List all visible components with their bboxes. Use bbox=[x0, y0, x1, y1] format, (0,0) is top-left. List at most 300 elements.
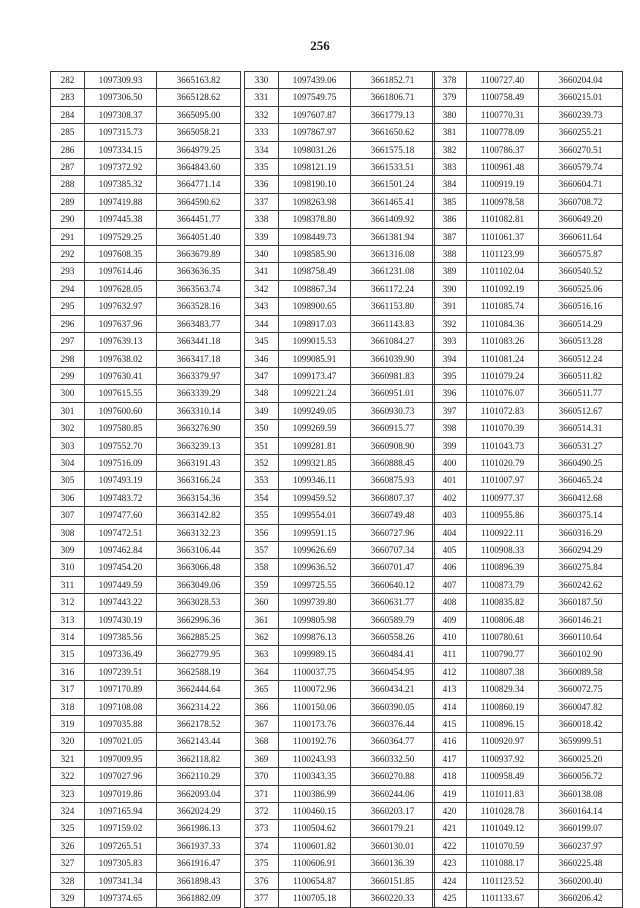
x-coordinate-cell: 1100770.31 bbox=[467, 106, 539, 123]
point-number-cell: 283 bbox=[51, 89, 85, 106]
point-number-cell: 284 bbox=[51, 106, 85, 123]
table-row bbox=[245, 629, 435, 646]
point-number-cell: 371 bbox=[245, 785, 279, 802]
table-row bbox=[245, 280, 435, 297]
table-row bbox=[433, 228, 623, 245]
point-number-cell: 337 bbox=[245, 193, 279, 210]
point-number-cell: 375 bbox=[245, 855, 279, 872]
table-row bbox=[245, 124, 435, 141]
y-coordinate-cell: 3664051.40 bbox=[157, 228, 241, 245]
x-coordinate-cell: 1097615.55 bbox=[85, 385, 157, 402]
table-row bbox=[433, 681, 623, 698]
point-number-cell: 392 bbox=[433, 315, 467, 332]
table-row bbox=[245, 315, 435, 332]
table-row bbox=[433, 855, 623, 872]
x-coordinate-cell: 1101082.81 bbox=[467, 211, 539, 228]
table-row bbox=[433, 402, 623, 419]
point-number-cell: 299 bbox=[51, 367, 85, 384]
y-coordinate-cell: 3661316.08 bbox=[351, 246, 435, 263]
point-number-cell: 360 bbox=[245, 594, 279, 611]
y-coordinate-cell: 3660089.58 bbox=[539, 663, 623, 680]
table-row bbox=[245, 141, 435, 158]
table-row bbox=[245, 176, 435, 193]
x-coordinate-cell: 1101123.52 bbox=[467, 872, 539, 889]
y-coordinate-cell: 3663483.77 bbox=[157, 315, 241, 332]
y-coordinate-cell: 3661153.80 bbox=[351, 298, 435, 315]
x-coordinate-cell: 1101011.83 bbox=[467, 785, 539, 802]
x-coordinate-cell: 1097638.02 bbox=[85, 350, 157, 367]
table-row bbox=[433, 872, 623, 889]
x-coordinate-cell: 1097549.75 bbox=[279, 89, 351, 106]
y-coordinate-cell: 3663441.18 bbox=[157, 333, 241, 350]
y-coordinate-cell: 3660631.77 bbox=[351, 594, 435, 611]
point-number-cell: 396 bbox=[433, 385, 467, 402]
table-row bbox=[245, 524, 435, 541]
y-coordinate-cell: 3660575.87 bbox=[539, 246, 623, 263]
y-coordinate-cell: 3663310.14 bbox=[157, 402, 241, 419]
table-row bbox=[245, 576, 435, 593]
x-coordinate-cell: 1097472.51 bbox=[85, 524, 157, 541]
point-number-cell: 331 bbox=[245, 89, 279, 106]
point-number-cell: 293 bbox=[51, 263, 85, 280]
y-coordinate-cell: 3660589.79 bbox=[351, 611, 435, 628]
point-number-cell: 366 bbox=[245, 698, 279, 715]
table-row bbox=[51, 176, 241, 193]
table-row bbox=[433, 454, 623, 471]
y-coordinate-cell: 3665163.82 bbox=[157, 72, 241, 89]
table-row bbox=[51, 385, 241, 402]
table-row bbox=[245, 193, 435, 210]
x-coordinate-cell: 1099876.13 bbox=[279, 629, 351, 646]
x-coordinate-cell: 1098867.34 bbox=[279, 280, 351, 297]
table-row bbox=[433, 124, 623, 141]
table-row bbox=[51, 576, 241, 593]
y-coordinate-cell: 3661084.27 bbox=[351, 333, 435, 350]
point-number-cell: 341 bbox=[245, 263, 279, 280]
y-coordinate-cell: 3660200.40 bbox=[539, 872, 623, 889]
table-row bbox=[51, 141, 241, 158]
y-coordinate-cell: 3660072.75 bbox=[539, 681, 623, 698]
point-number-cell: 398 bbox=[433, 420, 467, 437]
y-coordinate-cell: 3660649.20 bbox=[539, 211, 623, 228]
y-coordinate-cell: 3660888.45 bbox=[351, 454, 435, 471]
point-number-cell: 424 bbox=[433, 872, 467, 889]
point-number-cell: 365 bbox=[245, 681, 279, 698]
point-number-cell: 422 bbox=[433, 837, 467, 854]
y-coordinate-cell: 3661650.62 bbox=[351, 124, 435, 141]
point-number-cell: 335 bbox=[245, 159, 279, 176]
x-coordinate-cell: 1097385.32 bbox=[85, 176, 157, 193]
x-coordinate-cell: 1099591.15 bbox=[279, 524, 351, 541]
x-coordinate-cell: 1100896.39 bbox=[467, 559, 539, 576]
y-coordinate-cell: 3660707.34 bbox=[351, 541, 435, 558]
point-number-cell: 317 bbox=[51, 681, 85, 698]
table-row bbox=[51, 611, 241, 628]
point-number-cell: 301 bbox=[51, 402, 85, 419]
table-row bbox=[433, 785, 623, 802]
y-coordinate-cell: 3663166.24 bbox=[157, 472, 241, 489]
table-row bbox=[433, 141, 623, 158]
point-number-cell: 320 bbox=[51, 733, 85, 750]
y-coordinate-cell: 3663191.43 bbox=[157, 454, 241, 471]
x-coordinate-cell: 1097477.60 bbox=[85, 507, 157, 524]
point-number-cell: 338 bbox=[245, 211, 279, 228]
point-number-cell: 374 bbox=[245, 837, 279, 854]
point-number-cell: 339 bbox=[245, 228, 279, 245]
x-coordinate-cell: 1101070.59 bbox=[467, 837, 539, 854]
y-coordinate-cell: 3660875.93 bbox=[351, 472, 435, 489]
point-number-cell: 354 bbox=[245, 489, 279, 506]
x-coordinate-cell: 1100835.82 bbox=[467, 594, 539, 611]
table-row bbox=[51, 872, 241, 889]
table-row bbox=[51, 159, 241, 176]
page-number: 256 bbox=[310, 38, 330, 53]
table-row bbox=[245, 594, 435, 611]
table-row bbox=[245, 437, 435, 454]
y-coordinate-cell: 3661898.43 bbox=[157, 872, 241, 889]
x-coordinate-cell: 1099739.80 bbox=[279, 594, 351, 611]
table-row bbox=[51, 524, 241, 541]
y-coordinate-cell: 3660206.42 bbox=[539, 890, 623, 907]
table-row bbox=[433, 629, 623, 646]
table-row bbox=[433, 211, 623, 228]
x-coordinate-cell: 1097159.02 bbox=[85, 820, 157, 837]
table-row bbox=[245, 872, 435, 889]
x-coordinate-cell: 1099281.81 bbox=[279, 437, 351, 454]
x-coordinate-cell: 1097385.56 bbox=[85, 629, 157, 646]
y-coordinate-cell: 3661575.18 bbox=[351, 141, 435, 158]
coordinate-table-1 bbox=[50, 71, 241, 908]
point-number-cell: 416 bbox=[433, 733, 467, 750]
point-number-cell: 413 bbox=[433, 681, 467, 698]
point-number-cell: 406 bbox=[433, 559, 467, 576]
y-coordinate-cell: 3660513.28 bbox=[539, 333, 623, 350]
table-row bbox=[51, 350, 241, 367]
x-coordinate-cell: 1097608.35 bbox=[85, 246, 157, 263]
y-coordinate-cell: 3660102.90 bbox=[539, 646, 623, 663]
table-row bbox=[433, 803, 623, 820]
table-row bbox=[433, 489, 623, 506]
table-row bbox=[433, 576, 623, 593]
table-row bbox=[51, 246, 241, 263]
table-row bbox=[51, 663, 241, 680]
point-number-cell: 327 bbox=[51, 855, 85, 872]
point-number-cell: 314 bbox=[51, 629, 85, 646]
y-coordinate-cell: 3660255.21 bbox=[539, 124, 623, 141]
table-row bbox=[433, 298, 623, 315]
point-number-cell: 423 bbox=[433, 855, 467, 872]
table-row bbox=[245, 72, 435, 89]
y-coordinate-cell: 3660239.73 bbox=[539, 106, 623, 123]
x-coordinate-cell: 1100908.33 bbox=[467, 541, 539, 558]
point-number-cell: 295 bbox=[51, 298, 85, 315]
point-number-cell: 316 bbox=[51, 663, 85, 680]
x-coordinate-cell: 1097009.95 bbox=[85, 750, 157, 767]
y-coordinate-cell: 3663339.29 bbox=[157, 385, 241, 402]
x-coordinate-cell: 1097372.92 bbox=[85, 159, 157, 176]
y-coordinate-cell: 3660531.27 bbox=[539, 437, 623, 454]
table-row bbox=[245, 106, 435, 123]
x-coordinate-cell: 1097341.34 bbox=[85, 872, 157, 889]
x-coordinate-cell: 1100150.06 bbox=[279, 698, 351, 715]
y-coordinate-cell: 3660558.26 bbox=[351, 629, 435, 646]
y-coordinate-cell: 3665058.21 bbox=[157, 124, 241, 141]
x-coordinate-cell: 1100386.99 bbox=[279, 785, 351, 802]
point-number-cell: 386 bbox=[433, 211, 467, 228]
table-row bbox=[433, 541, 623, 558]
point-number-cell: 389 bbox=[433, 263, 467, 280]
y-coordinate-cell: 3663379.97 bbox=[157, 367, 241, 384]
table-row bbox=[51, 72, 241, 89]
y-coordinate-cell: 3660199.07 bbox=[539, 820, 623, 837]
x-coordinate-cell: 1097309.93 bbox=[85, 72, 157, 89]
point-number-cell: 347 bbox=[245, 367, 279, 384]
x-coordinate-cell: 1101079.24 bbox=[467, 367, 539, 384]
y-coordinate-cell: 3663142.82 bbox=[157, 507, 241, 524]
y-coordinate-cell: 3660242.62 bbox=[539, 576, 623, 593]
y-coordinate-cell: 3662143.44 bbox=[157, 733, 241, 750]
x-coordinate-cell: 1100786.37 bbox=[467, 141, 539, 158]
x-coordinate-cell: 1097306.50 bbox=[85, 89, 157, 106]
y-coordinate-cell: 3662588.19 bbox=[157, 663, 241, 680]
y-coordinate-cell: 3663239.13 bbox=[157, 437, 241, 454]
x-coordinate-cell: 1099626.69 bbox=[279, 541, 351, 558]
table-row bbox=[433, 820, 623, 837]
x-coordinate-cell: 1097628.05 bbox=[85, 280, 157, 297]
x-coordinate-cell: 1100601.82 bbox=[279, 837, 351, 854]
y-coordinate-cell: 3660434.21 bbox=[351, 681, 435, 698]
x-coordinate-cell: 1100955.86 bbox=[467, 507, 539, 524]
x-coordinate-cell: 1100243.93 bbox=[279, 750, 351, 767]
point-number-cell: 322 bbox=[51, 768, 85, 785]
y-coordinate-cell: 3664979.25 bbox=[157, 141, 241, 158]
point-number-cell: 333 bbox=[245, 124, 279, 141]
x-coordinate-cell: 1099221.24 bbox=[279, 385, 351, 402]
x-coordinate-cell: 1099085.91 bbox=[279, 350, 351, 367]
point-number-cell: 309 bbox=[51, 541, 85, 558]
point-number-cell: 287 bbox=[51, 159, 85, 176]
table-row bbox=[433, 716, 623, 733]
y-coordinate-cell: 3663066.48 bbox=[157, 559, 241, 576]
x-coordinate-cell: 1100705.18 bbox=[279, 890, 351, 907]
table-row bbox=[245, 402, 435, 419]
table-row bbox=[433, 350, 623, 367]
x-coordinate-cell: 1101092.19 bbox=[467, 280, 539, 297]
x-coordinate-cell: 1099015.53 bbox=[279, 333, 351, 350]
y-coordinate-cell: 3660136.39 bbox=[351, 855, 435, 872]
y-coordinate-cell: 3660375.14 bbox=[539, 507, 623, 524]
table-row bbox=[245, 350, 435, 367]
table-row bbox=[51, 768, 241, 785]
y-coordinate-cell: 3660514.31 bbox=[539, 420, 623, 437]
x-coordinate-cell: 1100873.79 bbox=[467, 576, 539, 593]
point-number-cell: 377 bbox=[245, 890, 279, 907]
point-number-cell: 290 bbox=[51, 211, 85, 228]
point-number-cell: 420 bbox=[433, 803, 467, 820]
y-coordinate-cell: 3661852.71 bbox=[351, 72, 435, 89]
y-coordinate-cell: 3659999.51 bbox=[539, 733, 623, 750]
table-row bbox=[245, 855, 435, 872]
y-coordinate-cell: 3661882.09 bbox=[157, 890, 241, 907]
table-row bbox=[51, 733, 241, 750]
table-row bbox=[433, 106, 623, 123]
point-number-cell: 324 bbox=[51, 803, 85, 820]
x-coordinate-cell: 1097632.97 bbox=[85, 298, 157, 315]
y-coordinate-cell: 3660164.14 bbox=[539, 803, 623, 820]
y-coordinate-cell: 3660025.20 bbox=[539, 750, 623, 767]
y-coordinate-cell: 3660915.77 bbox=[351, 420, 435, 437]
y-coordinate-cell: 3660512.67 bbox=[539, 402, 623, 419]
x-coordinate-cell: 1100922.11 bbox=[467, 524, 539, 541]
x-coordinate-cell: 1098585.90 bbox=[279, 246, 351, 263]
x-coordinate-cell: 1097867.97 bbox=[279, 124, 351, 141]
point-number-cell: 362 bbox=[245, 629, 279, 646]
table-row bbox=[245, 228, 435, 245]
x-coordinate-cell: 1097443.22 bbox=[85, 594, 157, 611]
x-coordinate-cell: 1097035.88 bbox=[85, 716, 157, 733]
x-coordinate-cell: 1100654.87 bbox=[279, 872, 351, 889]
x-coordinate-cell: 1101072.83 bbox=[467, 402, 539, 419]
y-coordinate-cell: 3662444.64 bbox=[157, 681, 241, 698]
table-row bbox=[245, 89, 435, 106]
table-row bbox=[245, 768, 435, 785]
table-row bbox=[51, 629, 241, 646]
point-number-cell: 349 bbox=[245, 402, 279, 419]
table-row bbox=[245, 698, 435, 715]
y-coordinate-cell: 3660275.84 bbox=[539, 559, 623, 576]
y-coordinate-cell: 3661916.47 bbox=[157, 855, 241, 872]
point-number-cell: 363 bbox=[245, 646, 279, 663]
table-row bbox=[245, 890, 435, 907]
x-coordinate-cell: 1100919.19 bbox=[467, 176, 539, 193]
y-coordinate-cell: 3660514.29 bbox=[539, 315, 623, 332]
x-coordinate-cell: 1101020.79 bbox=[467, 454, 539, 471]
y-coordinate-cell: 3664771.14 bbox=[157, 176, 241, 193]
table-row bbox=[245, 507, 435, 524]
x-coordinate-cell: 1100790.77 bbox=[467, 646, 539, 663]
y-coordinate-cell: 3663106.44 bbox=[157, 541, 241, 558]
table-row bbox=[433, 420, 623, 437]
x-coordinate-cell: 1101081.24 bbox=[467, 350, 539, 367]
x-coordinate-cell: 1099321.85 bbox=[279, 454, 351, 471]
y-coordinate-cell: 3660640.12 bbox=[351, 576, 435, 593]
table-row bbox=[433, 837, 623, 854]
x-coordinate-cell: 1100961.48 bbox=[467, 159, 539, 176]
point-number-cell: 343 bbox=[245, 298, 279, 315]
x-coordinate-cell: 1099346.11 bbox=[279, 472, 351, 489]
point-number-cell: 336 bbox=[245, 176, 279, 193]
x-coordinate-cell: 1097614.46 bbox=[85, 263, 157, 280]
y-coordinate-cell: 3660130.01 bbox=[351, 837, 435, 854]
point-number-cell: 387 bbox=[433, 228, 467, 245]
table-row bbox=[51, 489, 241, 506]
point-number-cell: 297 bbox=[51, 333, 85, 350]
x-coordinate-cell: 1097607.87 bbox=[279, 106, 351, 123]
x-coordinate-cell: 1100806.48 bbox=[467, 611, 539, 628]
y-coordinate-cell: 3660951.01 bbox=[351, 385, 435, 402]
y-coordinate-cell: 3660244.06 bbox=[351, 785, 435, 802]
table-row bbox=[433, 367, 623, 384]
y-coordinate-cell: 3660332.50 bbox=[351, 750, 435, 767]
table-row bbox=[51, 124, 241, 141]
table-row bbox=[245, 785, 435, 802]
table-row bbox=[245, 663, 435, 680]
point-number-cell: 370 bbox=[245, 768, 279, 785]
x-coordinate-cell: 1097430.19 bbox=[85, 611, 157, 628]
point-number-cell: 376 bbox=[245, 872, 279, 889]
point-number-cell: 285 bbox=[51, 124, 85, 141]
point-number-cell: 318 bbox=[51, 698, 85, 715]
table-row bbox=[245, 263, 435, 280]
table-row bbox=[51, 541, 241, 558]
table-row bbox=[433, 768, 623, 785]
x-coordinate-cell: 1101076.07 bbox=[467, 385, 539, 402]
x-coordinate-cell: 1100978.58 bbox=[467, 193, 539, 210]
table-row bbox=[433, 524, 623, 541]
point-number-cell: 334 bbox=[245, 141, 279, 158]
point-number-cell: 330 bbox=[245, 72, 279, 89]
y-coordinate-cell: 3660316.29 bbox=[539, 524, 623, 541]
point-number-cell: 303 bbox=[51, 437, 85, 454]
y-coordinate-cell: 3660270.88 bbox=[351, 768, 435, 785]
x-coordinate-cell: 1097027.96 bbox=[85, 768, 157, 785]
y-coordinate-cell: 3660220.33 bbox=[351, 890, 435, 907]
coordinate-table-2 bbox=[244, 71, 435, 908]
x-coordinate-cell: 1101102.04 bbox=[467, 263, 539, 280]
x-coordinate-cell: 1100343.35 bbox=[279, 768, 351, 785]
y-coordinate-cell: 3660908.90 bbox=[351, 437, 435, 454]
table-row bbox=[51, 559, 241, 576]
table-row bbox=[245, 716, 435, 733]
x-coordinate-cell: 1097305.83 bbox=[85, 855, 157, 872]
point-number-cell: 352 bbox=[245, 454, 279, 471]
table-row bbox=[433, 750, 623, 767]
y-coordinate-cell: 3661231.08 bbox=[351, 263, 435, 280]
y-coordinate-cell: 3661986.13 bbox=[157, 820, 241, 837]
y-coordinate-cell: 3660146.21 bbox=[539, 611, 623, 628]
table-row bbox=[433, 159, 623, 176]
y-coordinate-cell: 3660110.64 bbox=[539, 629, 623, 646]
y-coordinate-cell: 3660484.41 bbox=[351, 646, 435, 663]
y-coordinate-cell: 3660511.77 bbox=[539, 385, 623, 402]
y-coordinate-cell: 3660516.16 bbox=[539, 298, 623, 315]
point-number-cell: 311 bbox=[51, 576, 85, 593]
x-coordinate-cell: 1100758.49 bbox=[467, 89, 539, 106]
point-number-cell: 294 bbox=[51, 280, 85, 297]
point-number-cell: 306 bbox=[51, 489, 85, 506]
table-row bbox=[245, 559, 435, 576]
y-coordinate-cell: 3664590.62 bbox=[157, 193, 241, 210]
point-number-cell: 397 bbox=[433, 402, 467, 419]
y-coordinate-cell: 3660490.25 bbox=[539, 454, 623, 471]
x-coordinate-cell: 1098758.49 bbox=[279, 263, 351, 280]
point-number-cell: 308 bbox=[51, 524, 85, 541]
point-number-cell: 421 bbox=[433, 820, 467, 837]
table-row bbox=[51, 420, 241, 437]
table-row bbox=[433, 733, 623, 750]
table-row bbox=[51, 716, 241, 733]
table-row bbox=[51, 437, 241, 454]
x-coordinate-cell: 1101061.37 bbox=[467, 228, 539, 245]
x-coordinate-cell: 1097265.51 bbox=[85, 837, 157, 854]
point-number-cell: 383 bbox=[433, 159, 467, 176]
point-number-cell: 408 bbox=[433, 594, 467, 611]
y-coordinate-cell: 3660749.48 bbox=[351, 507, 435, 524]
y-coordinate-cell: 3661533.51 bbox=[351, 159, 435, 176]
x-coordinate-cell: 1097239.51 bbox=[85, 663, 157, 680]
table-row bbox=[433, 193, 623, 210]
x-coordinate-cell: 1097374.65 bbox=[85, 890, 157, 907]
